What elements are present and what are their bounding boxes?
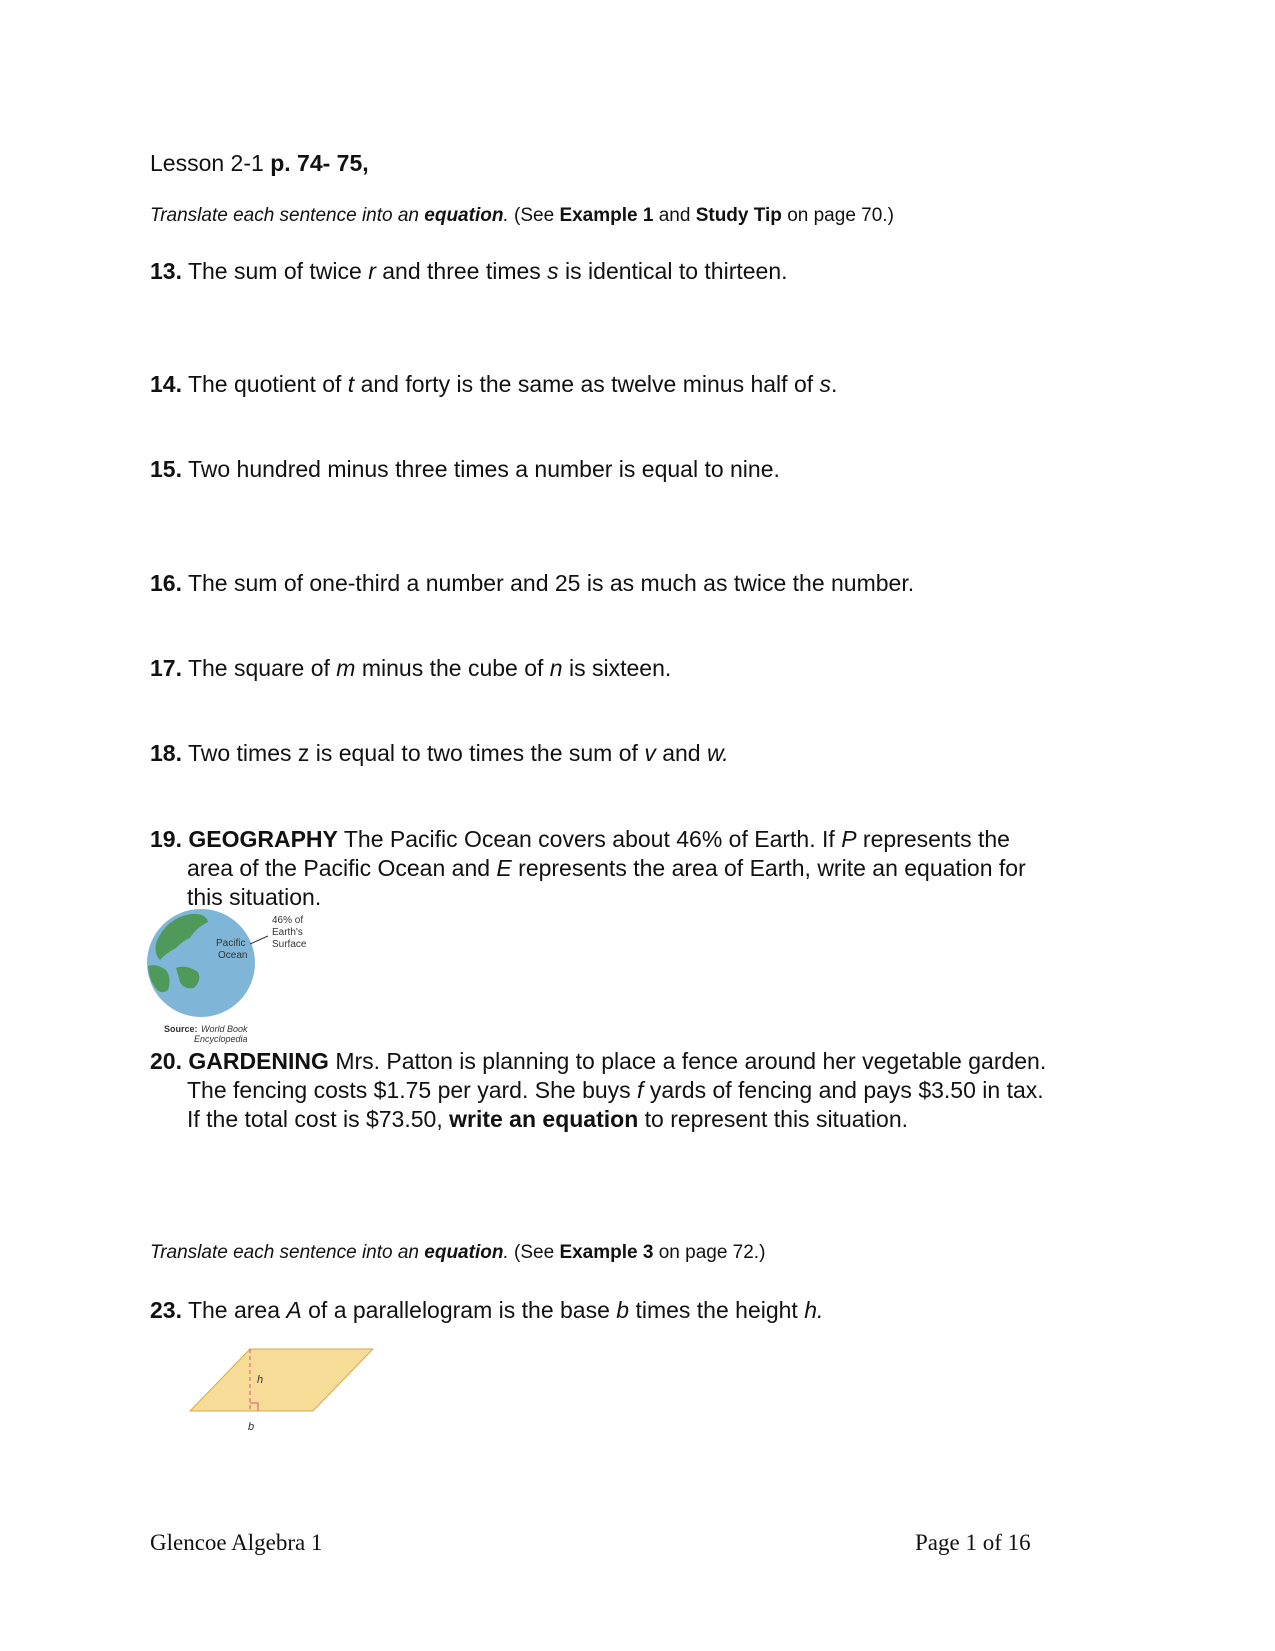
height-label: h (257, 1374, 264, 1386)
source-label: Source: (164, 1024, 198, 1034)
footer-book-title: Glencoe Algebra 1 (150, 1530, 323, 1555)
ocean-label-line1: Pacific (216, 938, 246, 949)
percent-label-line1: 46% of (272, 915, 304, 926)
lesson-heading: Lesson 2-1 p. 74- 75, (150, 150, 369, 176)
parallelogram-figure (185, 1340, 385, 1450)
question-23: 23. The area A of a parallelogram is the base b times the height h. (150, 1297, 824, 1323)
source-name-line1: World Book (201, 1024, 248, 1034)
question-13: 13. The sum of twice r and three times s is identical to thirteen. (150, 258, 788, 284)
question-17: 17. The square of m minus the cube of n is sixteen. (150, 655, 672, 681)
percent-label-line3: Surface (272, 939, 307, 950)
source-name-line2: Encyclopedia (194, 1034, 248, 1044)
question-20: 20. GARDENING Mrs. Patton is planning to place a fence around her vegetable garden. The fencing costs $1.75 per yard. She buys f yards of fencing and pays $3.50 in tax. If the total cost is $73.50, write an equation to represent this situation. (150, 1048, 1047, 1132)
question-16: 16. The sum of one-third a number and 25 is as much as twice the number. (150, 570, 915, 596)
question-15: 15. Two hundred minus three times a number is equal to nine. (150, 456, 780, 482)
parallelogram-shape (190, 1349, 373, 1411)
pacific-globe-figure (146, 908, 312, 1046)
question-18: 18. Two times z is equal to two times the sum of v and w. (150, 740, 729, 766)
instruction-1: Translate each sentence into an equation. (See Example 1 and Study Tip on page 70.) (150, 205, 894, 226)
callout-line (250, 936, 268, 944)
question-14: 14. The quotient of t and forty is the same as twelve minus half of s. (150, 371, 838, 397)
footer-page-number: Page 1 of 16 (915, 1530, 1031, 1555)
question-19: 19. GEOGRAPHY The Pacific Ocean covers about 46% of Earth. If P represents the area of the Pacific Ocean and E represents the area of Earth, write an equation for this situation. (150, 826, 1026, 910)
ocean-label-line2: Ocean (218, 950, 248, 961)
percent-label-line2: Earth's (272, 927, 303, 938)
instruction-2: Translate each sentence into an equation. (See Example 3 on page 72.) (150, 1242, 766, 1263)
base-label: b (248, 1421, 255, 1433)
